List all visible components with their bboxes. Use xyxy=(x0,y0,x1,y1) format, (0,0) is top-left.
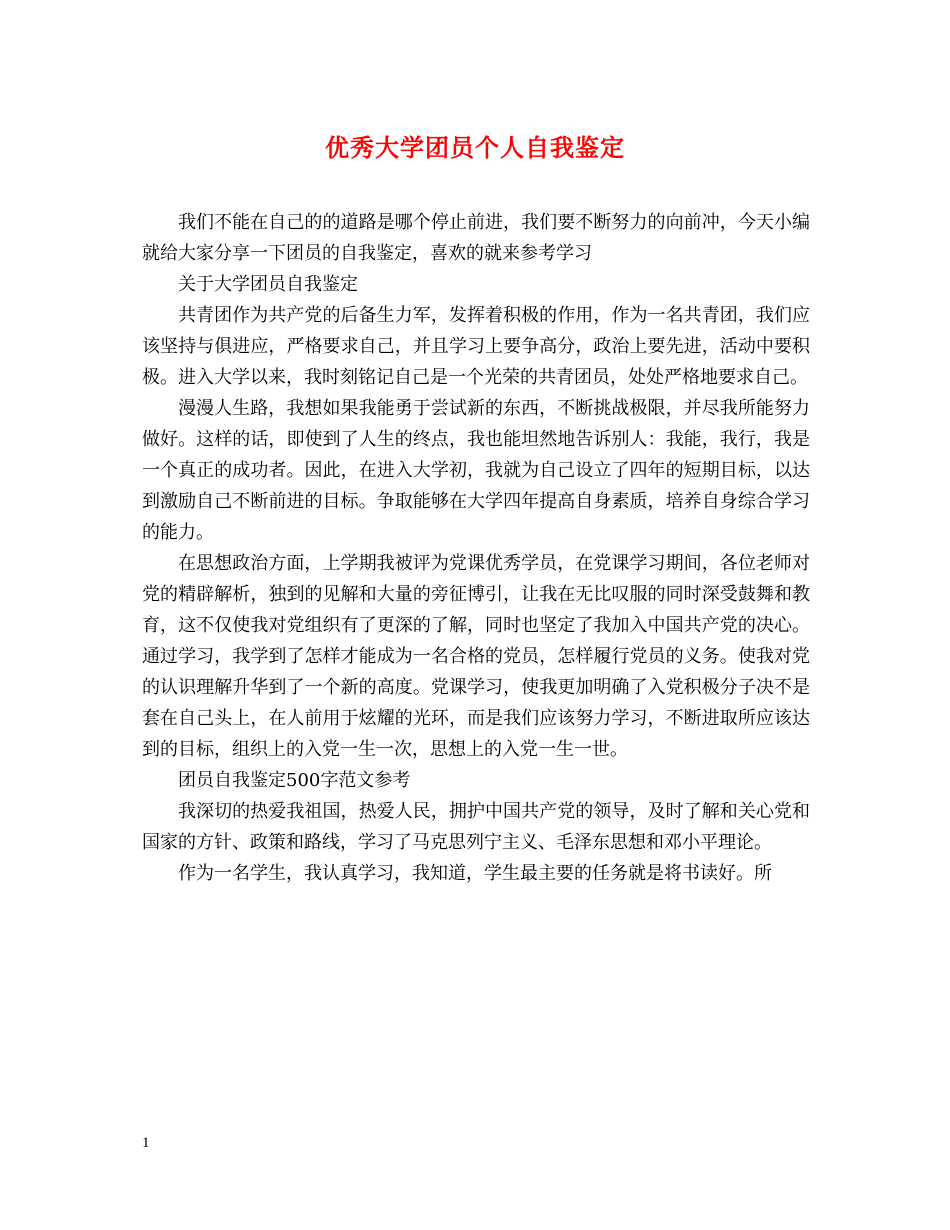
paragraph: 我深切的热爱我祖国，热爱人民，拥护中国共产党的领导，及时了解和关心党和国家的方针、政策和路线，学习了马克思列宁主义、毛泽东思想和邓小平理论。 xyxy=(142,801,810,853)
paragraph: 在思想政治方面，上学期我被评为党课优秀学员，在党课学习期间，各位老师对党的精辟解析，独到的见解和大量的旁征博引，让我在无比叹服的同时深受鼓舞和教育，这不仅使我对党组织有了更深的了解，同时也坚定了我加入中国共产党的决心。通过学习，我学到了怎样才能成为一名合格的党员，怎样履行党员的义务。使我对党的认识理解升华到了一个新的高度。党课学习，使我更加明确了入党积极分子决不是套在自己头上，在人前用于炫耀的光环，而是我们应该努力学习，不断进取所应该达到的目标，组织上的入党一生一次，思想上的入党一生一世。 xyxy=(142,553,810,760)
section-heading-sample: 团员自我鉴定500字范文参考 xyxy=(178,770,411,791)
paragraph: 共青团作为共产党的后备生力军，发挥着积极的作用，作为一名共青团，我们应该坚持与俱进应，严格要求自己，并且学习上要争高分，政治上要先进，活动中要积极。进入大学以来，我时刻铭记自己是一个光荣的共青团员，处处严格地要求自己。 xyxy=(142,305,810,388)
paragraph: 漫漫人生路，我想如果我能勇于尝试新的东西，不断挑战极限，并尽我所能努力做好。这样的话，即使到了人生的终点，我也能坦然地告诉别人：我能，我行，我是一个真正的成功者。因此，在进入大学初，我就为自己设立了四年的短期目标，以达到激励自己不断前进的目标。争取能够在大学四年提高自身素质，培养自身综合学习的能力。 xyxy=(142,398,810,543)
paragraph: 作为一名学生，我认真学习，我知道，学生最主要的任务就是将书读好。所 xyxy=(178,863,772,884)
section-heading-about: 关于大学团员自我鉴定 xyxy=(178,274,358,295)
page-number: 1 xyxy=(142,1135,150,1151)
document-body xyxy=(142,207,810,889)
paragraph-intro: 我们不能在自己的的道路是哪个停止前进，我们要不断努力的向前冲，今天小编就给大家分享一下团员的自我鉴定，喜欢的就来参考学习 xyxy=(142,212,810,264)
page-title: 优秀大学团员个人自我鉴定 xyxy=(325,133,625,162)
